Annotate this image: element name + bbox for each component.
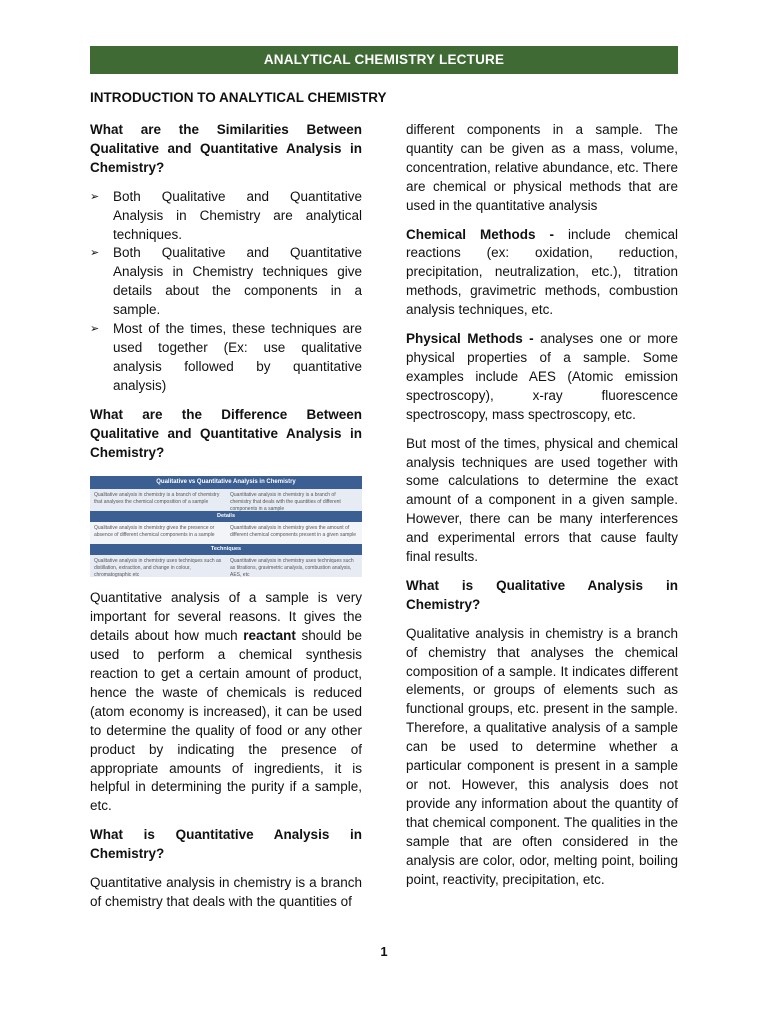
qualitative-definition-paragraph: Qualitative analysis in chemistry is a branch of chemistry that analyses the chemical composition of a sample. It indicates different elements, or groups of elements such as functional groups, etc. present in the sample. Therefore, a qualitative analysis of a sample can be used to determine whether a particular component is present in a sample or not. However, this analysis does not provide any information about the quantity of that chemical component. The qualities in the sample that are often considered in the analysis are color, odor, melting point, boiling point, reactivity, precipitation, etc. [406,625,678,887]
comparison-table-image [90,476,362,577]
table-cell: Quantitative analysis in chemistry is a branch of chemistry that deals with the quantities of different components in a sample [230,492,341,512]
table-cell: Qualitative analysis in chemistry gives the presence or absence of different chemical components in a sample [94,525,215,539]
table-subheader: Techniques [90,544,362,555]
lecture-title-banner: ANALYTICAL CHEMISTRY LECTURE [90,46,678,74]
quantitative-importance-paragraph: Quantitative analysis of a sample is very important for several reasons. It gives the details about how much reactant should be used to perform a chemical synthesis reaction to get a certain amount of product, hence the waste of chemicals is reduced (atom economy is increased), it can be used to determine the quality of food or any other product by indicating the presence of appropriate amounts of ingredients, it is helpful in determining the purity if a sample, etc. [90,590,362,814]
table-cell: Quantitative analysis in chemistry uses techniques such as titrations, gravimetric analysis, combustion analysis, AES, etc [230,558,354,578]
table-row [90,522,362,544]
quantitative-heading: What is Quantitative Analysis in Chemistry? [90,827,362,862]
list-item: ➢ Both Qualitative and Quantitative Analysis in Chemistry techniques give details about the components in a sample. [90,245,362,318]
quantitative-continued-paragraph: different components in a sample. The quantity can be given as a mass, volume, concentration, relative abundance, etc. There are chemical or physical methods that are used in the quantitative analysis [406,122,678,213]
chemical-methods-label: Chemical Methods - [406,226,568,242]
arrow-bullet-icon: ➢ [90,247,100,260]
table-cell: Quantitative analysis in chemistry gives the amount of different chemical components present in a given sample [230,525,357,539]
arrow-bullet-icon: ➢ [90,190,100,203]
table-subheader: Details [90,511,362,522]
table-row [90,555,362,577]
table-cell: Qualitative analysis in chemistry uses techniques such as distillation, extraction, and change in colour, chromatographic etc [94,558,222,578]
similarities-list [90,188,362,396]
table-row [90,489,362,511]
list-item: ➢ Both Qualitative and Quantitative Analysis in Chemistry are analytical techniques. [90,188,362,242]
left-column [90,121,362,922]
right-column [406,121,678,899]
combined-techniques-paragraph: But most of the times, physical and chemical analysis techniques are used together with some calculations to determine the exact amount of a component in a given sample. However, there can be many interferences and experimental errors that cause faulty final results. [406,435,678,565]
similarities-heading: What are the Similarities Between Qualitative and Quantitative Analysis in Chemistry? [90,122,362,175]
differences-heading: What are the Difference Between Qualitative and Quantitative Analysis in Chemistry? [90,406,362,460]
chemical-methods-paragraph: Chemical Methods - include chemical reactions (ex: oxidation, reduction, precipitation, neutralization, etc.), titration methods, gravimetric methods, combustion analysis techniques, etc. [406,226,678,318]
arrow-bullet-icon: ➢ [90,323,100,336]
page-number: 1 [380,944,388,959]
list-item: ➢ Most of the times, these techniques are used together (Ex: use qualitative analysis followed by quantitative analysis) [90,321,362,393]
quantitative-definition-paragraph: Quantitative analysis in chemistry is a branch of chemistry that deals with the quantities of [90,875,362,909]
qualitative-heading: What is Qualitative Analysis in Chemistry? [406,577,678,612]
physical-methods-label: Physical Methods - [406,331,541,347]
table-title: Qualitative vs Quantitative Analysis in Chemistry [90,476,362,489]
intro-heading: INTRODUCTION TO ANALYTICAL CHEMISTRY [90,90,387,105]
table-cell: Qualitative analysis in chemistry is a branch of chemistry that analyses the chemical composition of a sample [94,492,220,506]
reactant-term: reactant [243,628,296,644]
physical-methods-paragraph: Physical Methods - analyses one or more physical properties of a sample. Some examples include AES (Atomic emission spectroscopy), x-ray fluorescence spectroscopy, mass spectroscopy, etc. [406,331,678,422]
